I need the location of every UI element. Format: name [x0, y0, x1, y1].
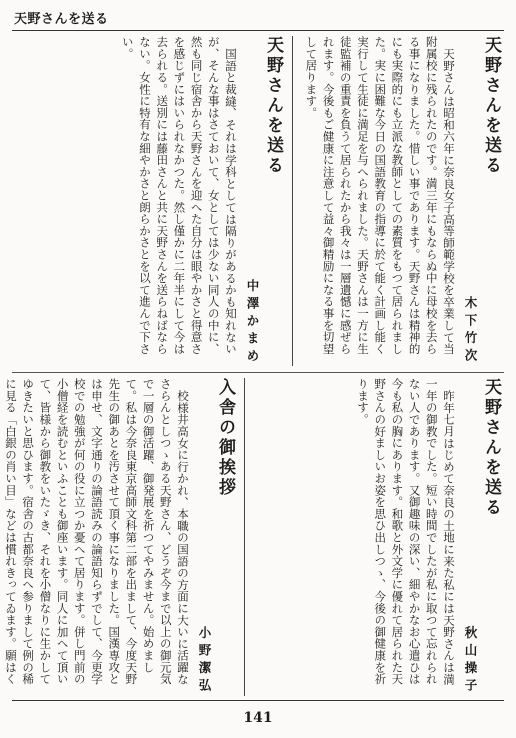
- article-title: 天野さんを送る: [481, 36, 501, 176]
- running-head: 天野さんを送る: [14, 12, 109, 27]
- article-author: 中澤かまめ: [245, 278, 260, 366]
- article-author: 木下竹次: [463, 296, 478, 366]
- page-number: 141: [243, 710, 273, 726]
- article-body: 校様井高女に行かれ、本職の国語の方面に大いに活躍なさらんとしつゝある天野さん、どうぞ今まで以上の御元気で一層の御活躍、御発展を祈つてやみません。始めまして。私は今奈良東京高師文科第二部を出まして、今度天野先生の御あとを汚させて頂く事になりました。国漢専攻とは申せ、文字通りの論語読みの論語知らずでして、今更学校での勉強が何の役に立つか憂へて居ります。併し門前の小僧経を読むといふことも御座います。同人に加へて頂いて、皆様から御教をいたゞき、それを小僧なりに生かしてゆきたいと思ひます。宿舎の古都奈良へ参りまして例の稀に見る「白銀の肖い目」などは慣れきってゐます。願はく: [3, 378, 190, 685]
- column-divider: [244, 378, 245, 696]
- column-divider: [292, 36, 293, 366]
- article-akiyama: [252, 378, 504, 696]
- section-rule: [12, 372, 504, 373]
- bottom-rule: [12, 700, 504, 701]
- article-title: 天野さんを送る: [481, 378, 501, 518]
- top-rule: [12, 30, 504, 31]
- article-title: 入舎の御挨拶: [215, 378, 235, 498]
- article-author: 小野潔弘: [197, 626, 212, 696]
- article-body: 昨年七月はじめて奈良の土地に来た私には天野さんは満一年の御教でした。短い時間でしたが私に取つて忘れられない人であります。又御趣味の深い、細やかなお心遣ひは今も私の胸にあります。和歌と外文学に優れて居られた天野さんの好ましいお姿を思ひ出しつゝ、今後の御健康を祈ります。: [355, 378, 456, 685]
- article-nakazawa: [14, 36, 286, 366]
- article-body: 国語と裁縫、それは学科としては隔りがあるかも知れないが、そんな事はさておいて、女としては少ない同人の中に、然も同じ宿舎から天野さんを迎へた自分は眼やかさと得意さを感じずにはいられなかつた。然し僅かに二年半にして今は去られる。送別には藤田さんと共に天野さんを送らねばならない。女性に特有な細やかさと朗らかさとを以て進んで下さい。: [120, 36, 238, 355]
- article-body: 天野さんは昭和六年に奈良女子高等師範学校を卒業して当附属校に残られたのです。満三年にもならぬ中に母校を去らる事になりました。惜しい事であります。天野さんは精神的にも実際的にも立派な教師としての素質をもつて居られました。実に困難な今日の国語教育の指導に於て能く計画し能く実行して生徒に満足を与へられました。天野さんは一方に生徒監補の重責を負うて居られたから我々は一層遺憾に感ぜられます。今後もご健康に注意して益々御精励になる事を切望して居ります。: [304, 36, 456, 355]
- article-kinoshita: [300, 36, 504, 366]
- article-ono: [3, 378, 238, 696]
- article-author: 秋山操子: [463, 626, 478, 696]
- article-title: 天野さんを送る: [263, 36, 283, 176]
